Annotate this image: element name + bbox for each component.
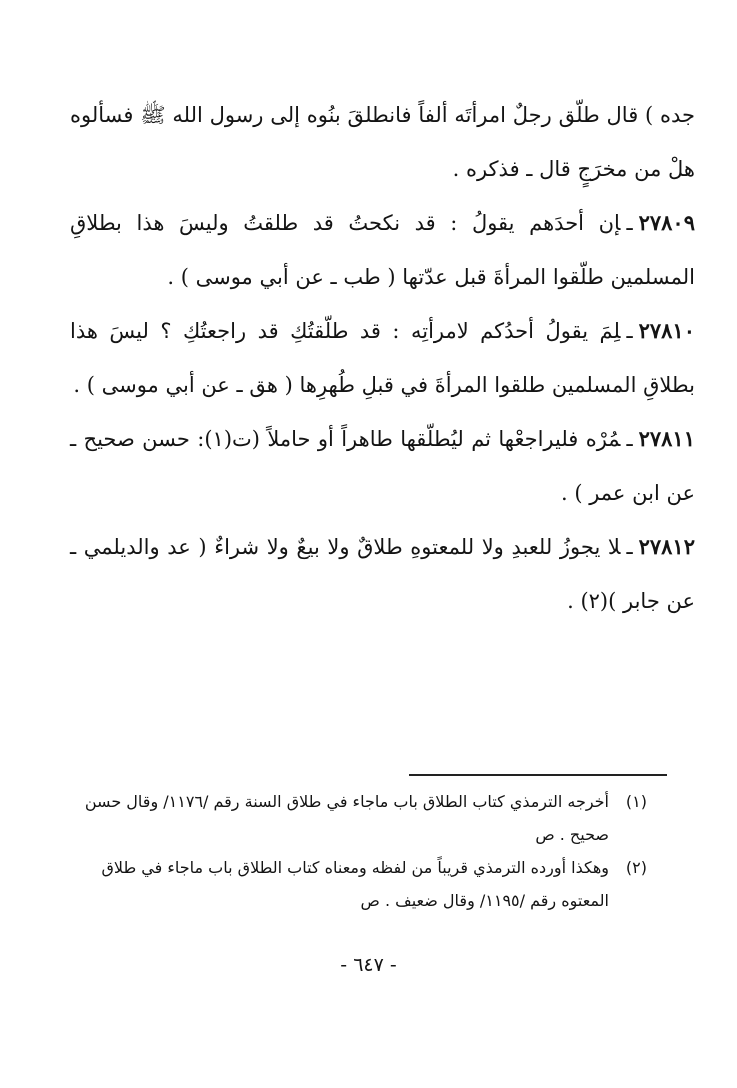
hadith-entry [70,520,695,628]
hadith-number: ٢٧٨١١ [638,426,695,451]
hadith-text: لِمَ يقولُ أحدُكم لامرأتِه : قد طلّقتُكِ قد راجعتُكِ ؟ ليسَ هذا بطلاقِ المسلمين طلقوا المرأةَ في قبلِ طُهرِها ( هق ـ عن أبي موسى ) . [70,319,695,397]
hadith-text: إن أحدَهم يقولُ : قد نكحتُ قد طلقتُ وليسَ هذا بطلاقِ المسلمين طلّقوا المرأةَ قبل عدّتها ( طب ـ عن أبي موسى ) . [70,211,695,289]
footnote-divider [409,774,667,776]
footnote [80,851,647,917]
hadith-number: ٢٧٨١٠ [638,318,695,343]
page-number: - ٦٤٧ - [340,954,397,976]
entry-separator: ـ [626,319,633,343]
footnote-mark: (١) [625,792,647,811]
footnotes [80,785,647,917]
footnote-text: أخرجه الترمذي كتاب الطلاق باب ماجاء في طلاق السنة رقم /١١٧٦/ وقال حسن صحيح . ص [84,792,609,844]
main-text [70,88,695,628]
hadith-entry [70,412,695,520]
entry-separator: ـ [626,427,633,451]
hadith-text: مُرْه فليراجعْها ثم ليُطلّقها طاهراً أو حاملاً (ت(١): حسن صحيح ـ عن ابن عمر ) . [70,427,695,505]
footnote-mark: (٢) [625,858,647,877]
hadith-entry [70,196,695,304]
footnote [80,785,647,851]
hadith-entry [70,304,695,412]
entry-separator: ـ [626,535,633,559]
hadith-number: ٢٧٨٠٩ [638,210,695,235]
entry-separator: ـ [626,211,633,235]
hadith-number: ٢٧٨١٢ [638,534,695,559]
opening-paragraph: جده ) قال طلّق رجلٌ امرأتَه ألفاً فانطلقَ بنُوه إلى رسول الله ﷺ فسألوه هلْ من مخرَجٍ قال ـ فذكره . [70,103,695,181]
footnote-text: وهكذا أورده الترمذي قريباً من لفظه ومعناه كتاب الطلاق باب ماجاء في طلاق المعتوه رقم /١١٩٥/ وقال ضعيف . ص [101,858,609,910]
hadith-text: لا يجوزُ للعبدِ ولا للمعتوهِ طلاقٌ ولا بيعٌ ولا شراءٌ ( عد والديلمي ـ عن جابر )(٢) . [70,535,695,613]
